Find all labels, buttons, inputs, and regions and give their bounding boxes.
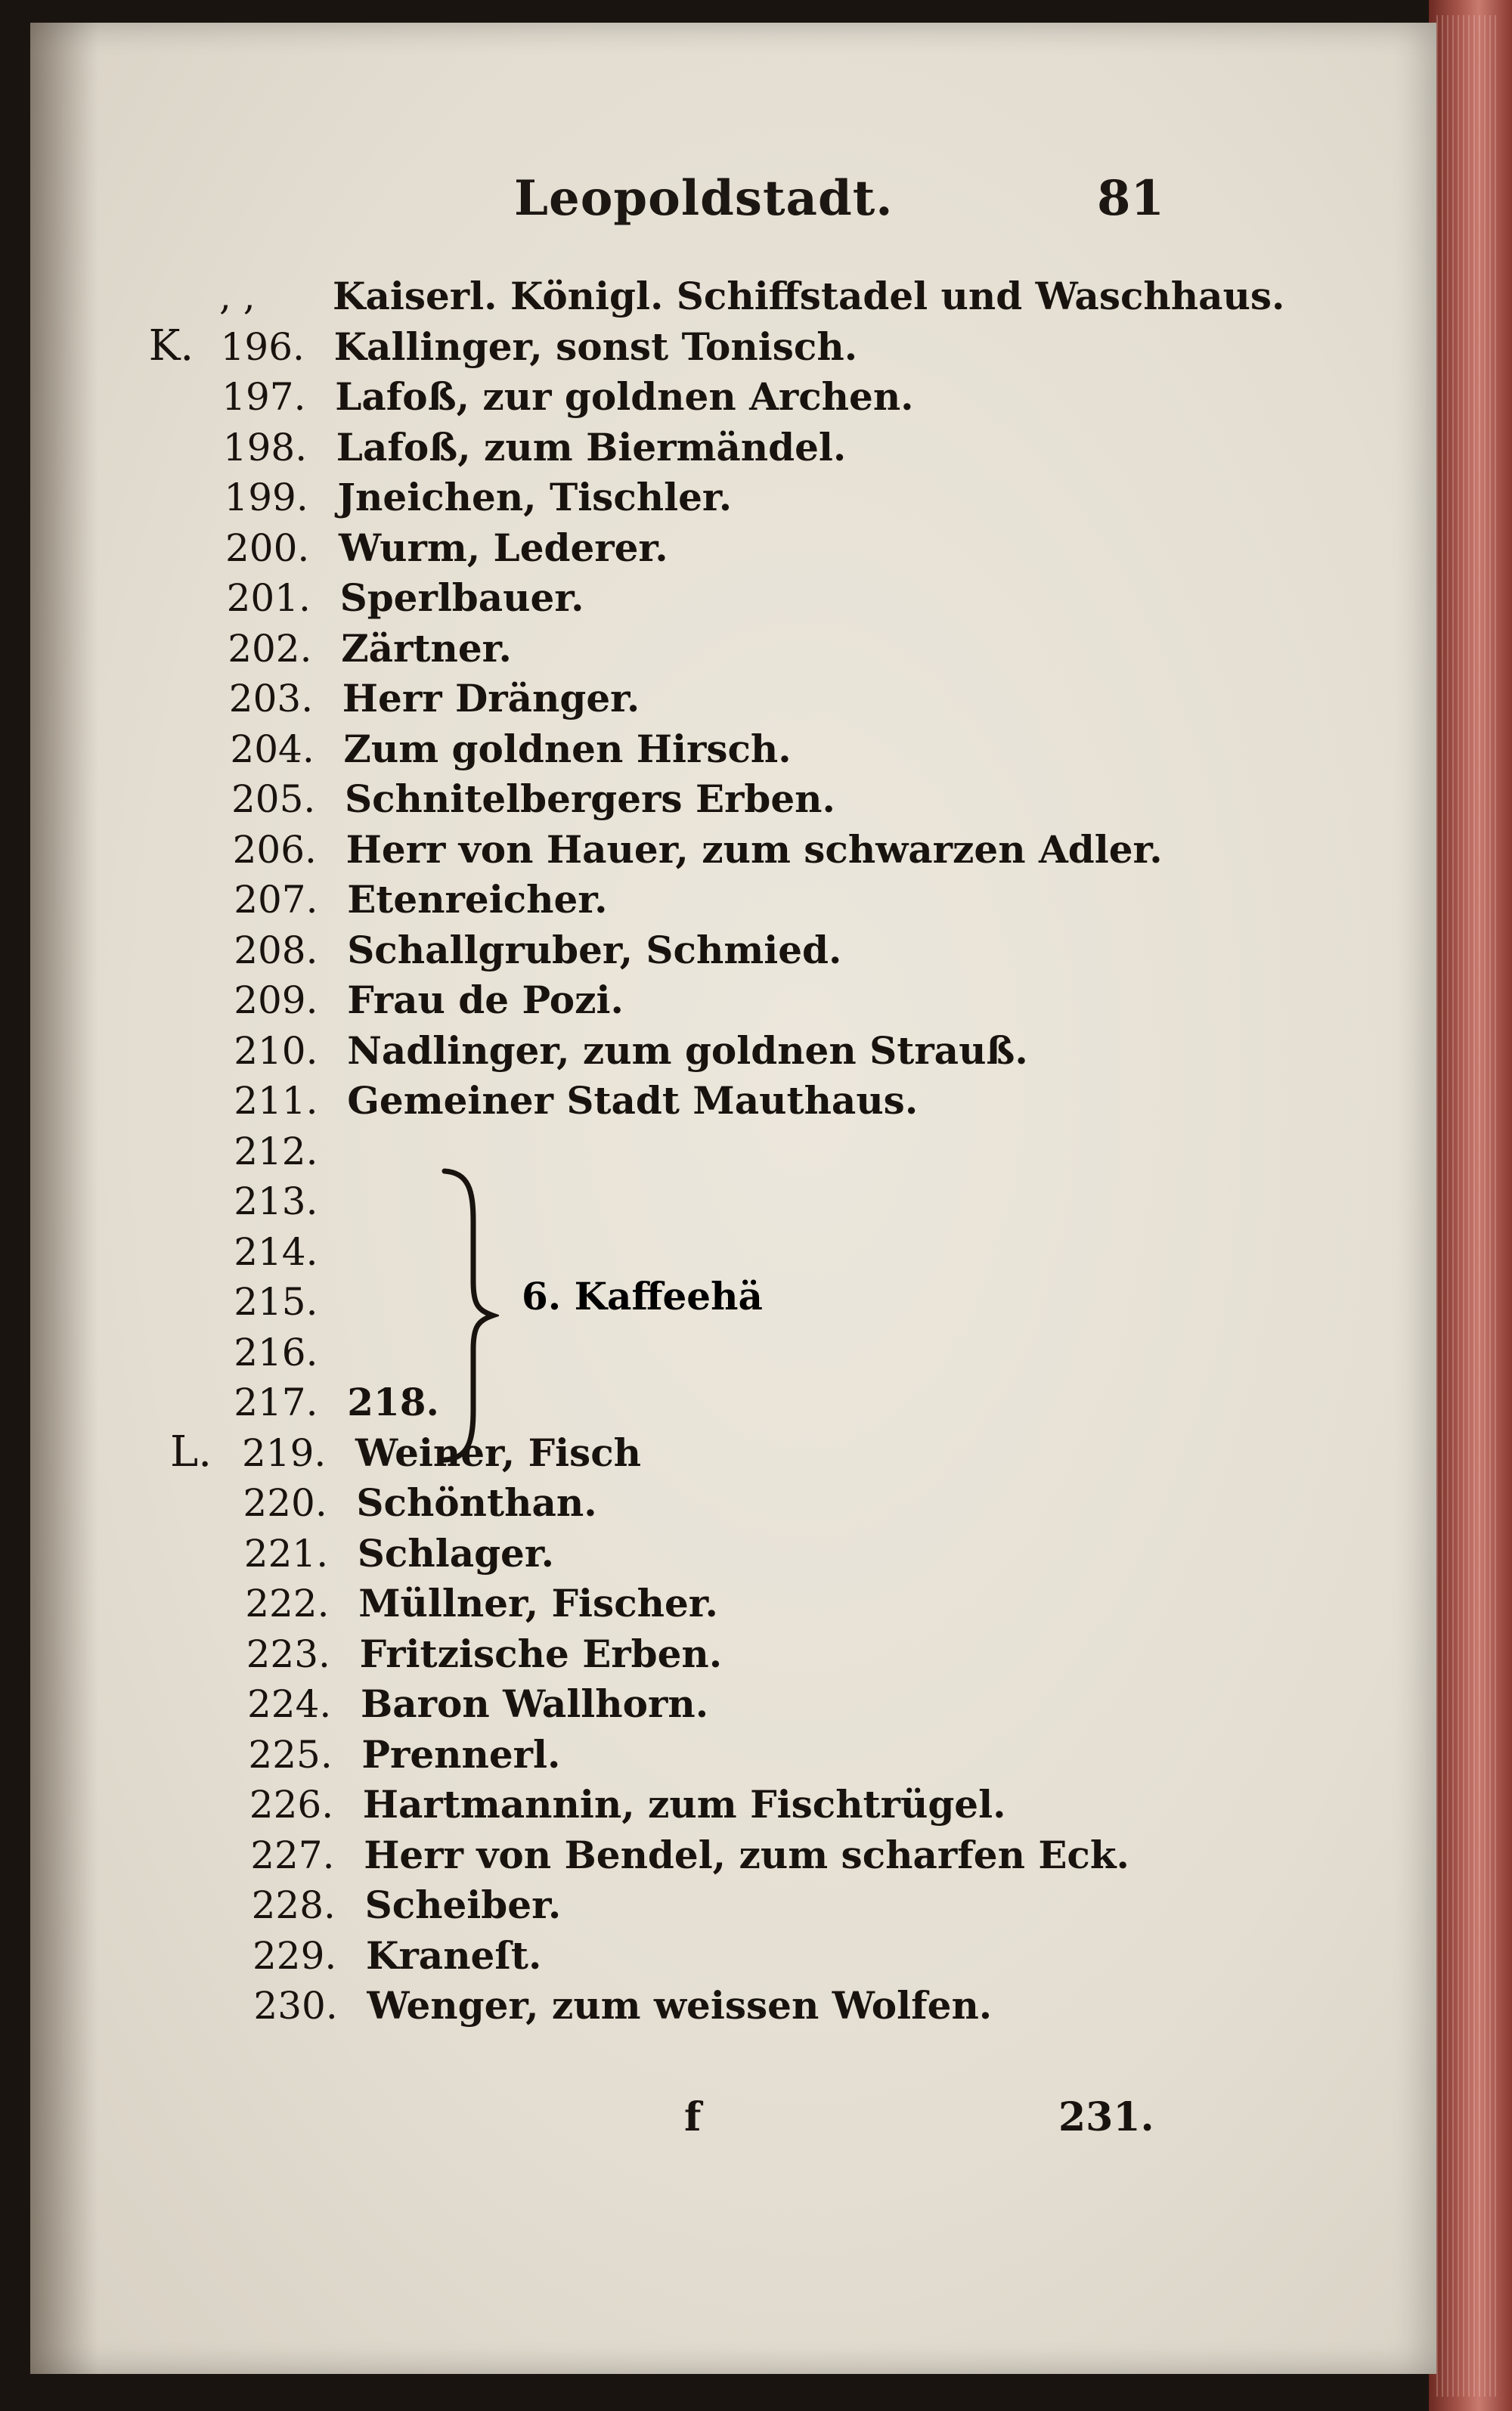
house-number: 206. <box>232 827 317 872</box>
entry-row <box>230 727 791 771</box>
house-number: 215. <box>234 1280 318 1324</box>
house-number: 214. <box>234 1229 318 1274</box>
house-number: 198. <box>222 425 308 469</box>
house-number: 207. <box>234 878 318 922</box>
catchword: 231. <box>1058 2094 1154 2140</box>
entry-text: Prennerl. <box>361 1731 561 1777</box>
entry-text: Kaiserl. Königl. Schiffstadel und Waschhaus. <box>333 274 1285 318</box>
entry-text: Scheiber. <box>364 1883 562 1927</box>
house-number: 209. <box>234 978 318 1022</box>
curly-brace <box>438 1168 499 1463</box>
signature-mark: f <box>684 2094 702 2140</box>
house-number: 200. <box>225 525 310 570</box>
house-number: 204. <box>230 727 314 771</box>
entry-row <box>227 575 584 620</box>
entry-text: Herr von Hauer, zum schwarzen Adler. <box>345 826 1163 872</box>
entry-row <box>253 1983 992 2028</box>
entry-text: Kraneſt. <box>366 1932 542 1978</box>
house-number: 225. <box>248 1732 333 1777</box>
entry-row <box>223 425 847 469</box>
entry-text: Herr Dränger. <box>342 676 640 721</box>
entry-row <box>234 1028 1028 1073</box>
entry-row <box>225 525 668 570</box>
house-number: 196. <box>220 324 305 369</box>
entry-row <box>234 1078 918 1123</box>
entry-text: Gemeiner Stadt Mauthaus. <box>347 1078 919 1123</box>
entry-text: Lafoß, zum Biermändel. <box>336 424 847 469</box>
entry-row <box>229 676 640 721</box>
entry-row <box>246 1632 723 1676</box>
page-number: 81 <box>1096 170 1164 227</box>
entry-text: Nadlinger, zum goldnen Strauß. <box>347 1027 1028 1073</box>
house-number: 208. <box>234 928 318 972</box>
entry-row <box>250 1833 1129 1877</box>
entry-text: 218. <box>347 1380 439 1424</box>
house-number: 222. <box>245 1582 330 1625</box>
house-number: 205. <box>231 777 316 821</box>
entry-row <box>234 1380 439 1424</box>
entry-text: Schönthan. <box>356 1480 597 1525</box>
entry-text: Wurm, Lederer. <box>339 525 668 570</box>
entry-text: Kallinger, sonst Tonisch. <box>333 324 858 369</box>
entry-row <box>224 475 732 519</box>
entry-text: Schnitelbergers Erben. <box>345 776 835 821</box>
house-number: 221. <box>243 1531 329 1576</box>
house-number: 197. <box>222 375 306 419</box>
entry-text: Jneichen, Tischler. <box>337 475 733 519</box>
house-number: 227. <box>250 1833 335 1877</box>
entry-text: Schlager. <box>357 1530 555 1576</box>
entry-text: Zärtner. <box>341 625 512 671</box>
entry-text: Weiner, Fisch <box>355 1430 642 1475</box>
house-number: 201. <box>226 576 311 620</box>
house-number: 210. <box>234 1028 318 1073</box>
entry-row <box>234 1279 347 1324</box>
house-number: 219. <box>242 1430 327 1475</box>
section-marker: K. <box>148 321 194 370</box>
entry-row <box>252 1883 562 1927</box>
entry-text: Sperlbauer. <box>339 575 584 620</box>
entry-row <box>219 274 1284 318</box>
running-title: Leopoldstadt. <box>514 170 894 227</box>
house-number: 230. <box>253 1984 338 2028</box>
entry-text: Müllner, Fischer. <box>358 1581 718 1625</box>
entry-row <box>234 1179 347 1223</box>
entry-text: Fritzische Erben. <box>359 1631 723 1676</box>
entry-row <box>233 827 1163 872</box>
entry-row <box>234 978 624 1022</box>
entry-text: Lafoß, zur goldnen Archen. <box>335 374 914 419</box>
house-number: 226. <box>249 1783 334 1827</box>
entry-row <box>221 324 858 369</box>
house-number: 216. <box>234 1330 318 1374</box>
entry-row <box>248 1732 560 1777</box>
entry-row <box>222 374 913 419</box>
section-marker: L. <box>170 1427 212 1477</box>
house-number: , , <box>219 274 256 318</box>
entry-text: Schallgruber, Schmied. <box>347 927 842 972</box>
entry-row <box>249 1782 1006 1827</box>
entry-row <box>245 1581 718 1625</box>
entry-text: Baron Wallhorn. <box>361 1681 709 1726</box>
house-number: 229. <box>253 1933 337 1978</box>
entry-row <box>244 1531 554 1576</box>
house-number: 224. <box>247 1682 332 1726</box>
entry-row <box>234 877 607 922</box>
entry-text: Hartmannin, zum Fischtrügel. <box>362 1782 1006 1827</box>
entry-row <box>253 1933 541 1978</box>
house-number: 213. <box>234 1179 318 1223</box>
house-number: 223. <box>246 1632 330 1676</box>
house-number: 203. <box>228 677 314 721</box>
entry-text: Wenger, zum weissen Wolfen. <box>367 1983 993 2028</box>
entry-text: Etenreicher. <box>347 877 608 922</box>
entry-row <box>228 626 512 671</box>
house-number: 217. <box>234 1381 318 1424</box>
entry-row <box>234 1229 347 1274</box>
house-number: 199. <box>224 476 308 519</box>
entry-text: Zum goldnen Hirsch. <box>343 726 792 771</box>
entry-row <box>247 1681 708 1726</box>
entry-row <box>234 928 841 972</box>
entry-row <box>243 1480 596 1525</box>
house-number: 202. <box>228 626 312 671</box>
entry-text: Herr von Bendel, zum scharfen Eck. <box>364 1832 1129 1877</box>
entry-text: Frau de Pozi. <box>347 978 624 1022</box>
house-number: 211. <box>234 1079 318 1123</box>
house-number: 228. <box>251 1883 336 1927</box>
entry-row <box>231 776 835 821</box>
house-number: 220. <box>243 1481 327 1525</box>
house-number: 212. <box>234 1129 318 1173</box>
entry-row <box>234 1129 347 1173</box>
entry-row <box>234 1330 347 1374</box>
brace-label: 6. Kaffeehä <box>522 1274 763 1319</box>
